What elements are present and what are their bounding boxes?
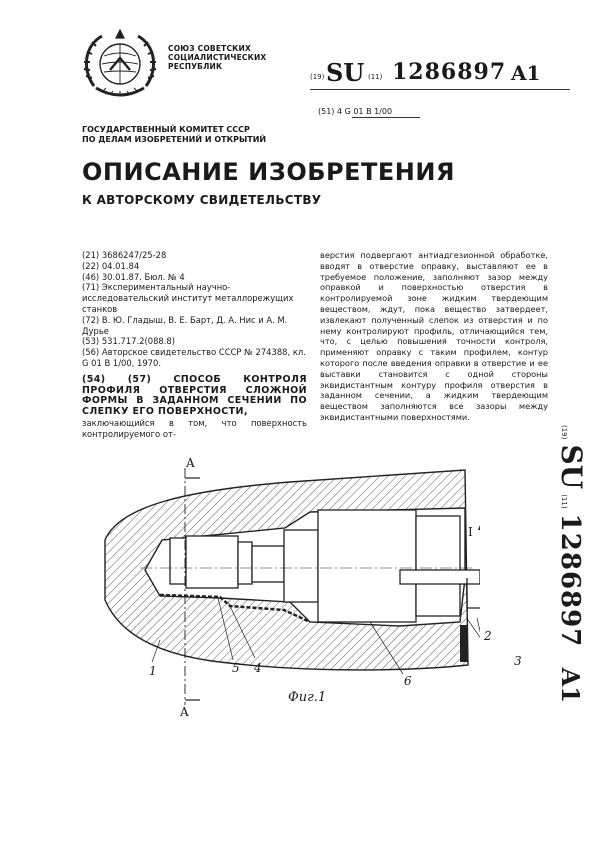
biblio-item: (56) Авторское свидетельство СССР № 274388, кл. G 01 B 1/00, 1970. xyxy=(82,347,306,368)
patent-number-line xyxy=(310,58,610,88)
claim-title: (54) (57) СПОСОБ КОНТРОЛЯ ПРОФИЛЯ ОТВЕРСТИЯ СЛОЖНОЙ ФОРМЫ В ЗАДАННОМ СЕЧЕНИИ ПО СЛЕПКУ ЕГО ПОВЕРХНОСТИ, xyxy=(82,373,307,418)
ref-label: 3 xyxy=(514,654,522,668)
ref-label: 1 xyxy=(149,664,157,678)
committee-name xyxy=(82,125,266,145)
section-label-bottom: A xyxy=(180,705,189,719)
direction-label: I xyxy=(468,525,473,539)
biblio-item: (46) 30.01.87. Бюл. № 4 xyxy=(82,271,185,282)
biblio-item: (71) Экспериментальный научно-исследовательский институт металлорежущих станков xyxy=(82,282,294,314)
org-line: СОЦИАЛИСТИЧЕСКИХ xyxy=(168,53,267,62)
country-code: SU xyxy=(326,58,365,87)
left-column xyxy=(82,250,307,440)
org-line: РЕСПУБЛИК xyxy=(168,62,223,71)
ref-label: 4 xyxy=(254,661,262,675)
side-code-11: (11) xyxy=(560,494,568,509)
side-kind-code: A1 xyxy=(556,667,585,703)
biblio-item: (22) 04.01.84 xyxy=(82,260,140,271)
figure-caption: Фиг.1 xyxy=(288,690,327,705)
side-country-code: SU xyxy=(555,444,588,490)
claim-text-start: заключающийся в том, что поверхность контролируемого от- xyxy=(82,417,307,439)
org-line: СОЮЗ СОВЕТСКИХ xyxy=(168,44,251,53)
document-title: ОПИСАНИЕ ИЗОБРЕТЕНИЯ xyxy=(82,158,455,186)
ipc-classification: (51) 4 G 01 B 1/00 xyxy=(318,107,393,116)
ipc-underline xyxy=(352,117,420,118)
organization-name xyxy=(168,44,266,71)
patent-number: 1286897 xyxy=(392,59,507,85)
code-19: (19) xyxy=(310,73,325,81)
side-stamp xyxy=(548,425,588,703)
biblio-item: (53) 531.717.2(088.8) xyxy=(82,336,175,347)
header-rule xyxy=(310,89,570,90)
section-label-top: A xyxy=(186,456,195,470)
document-subtitle: К АВТОРСКОМУ СВИДЕТЕЛЬСТВУ xyxy=(82,193,322,207)
code-11: (11) xyxy=(368,73,383,81)
claim-text-continued: верстия подвергают антиадгезионной обработке, вводят в отверстие оправку, выставляют ее в требуемое положение, заполняют зазор между оправкой и поверхностью отверстия в контролируемой зоне жидким твердеющим веществом, ждут, пока вещество затвердеет, извлекают полученный слепок из отверстия и по нему контролируют профиль, отличающийся тем, что, с целью повышения точности контроля, применяют оправку с таким профилем, контур которого после введения оправки в отверстие и ее выставки становится с одной стороны эквидистантным контуру профиля отверстия в заданном сечении, а жидким твердеющим веществом заполняются все зазоры между эквидистантными поверхностями. xyxy=(320,250,548,422)
biblio-item: (21) 3686247/25-28 xyxy=(82,250,167,260)
state-emblem xyxy=(80,26,160,106)
biblio-item: (72) В. Ю. Гладыш, В. Е. Барт, Д. А. Нис и А. М. Дурье xyxy=(82,314,288,336)
ref-label: 6 xyxy=(404,674,412,688)
committee-line: ПО ДЕЛАМ ИЗОБРЕТЕНИЙ И ОТКРЫТИЙ xyxy=(82,135,267,144)
kind-code: A1 xyxy=(511,61,541,85)
technical-drawing xyxy=(100,450,480,720)
committee-line: ГОСУДАРСТВЕННЫЙ КОМИТЕТ СССР xyxy=(82,125,250,134)
ref-label: 2 xyxy=(484,629,492,643)
side-patent-number: 1286897 xyxy=(555,513,585,648)
side-code-19: (19) xyxy=(560,425,568,440)
ref-label: 5 xyxy=(232,661,240,675)
